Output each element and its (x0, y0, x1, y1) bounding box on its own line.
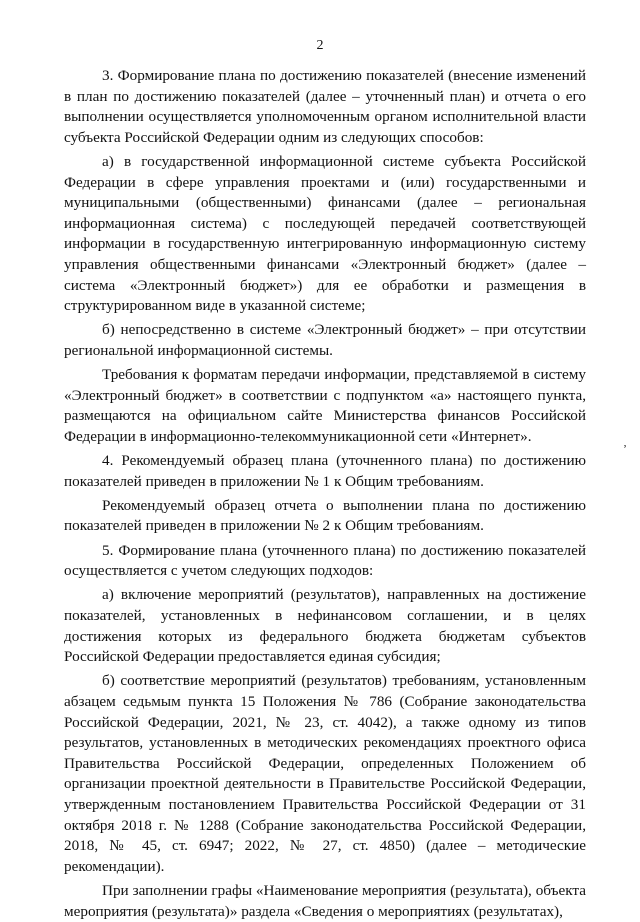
paragraph-3b: б) непосредственно в системе «Электронный бюджет» – при отсутствии региональной информационной системы. (64, 321, 586, 359)
paragraph-3: 3. Формирование плана по достижению показателей (внесение изменений в план по достижению показателей (далее – уточненный план) и отчета о его выполнении осуществляется уполномоченным органом исполнительной власти субъекта Российской Федерации одним из следующих способов: (64, 67, 586, 146)
margin-mark: ‚ (623, 435, 627, 449)
paragraph-3a: а) в государственной информационной системе субъекта Российской Федерации в сфере управления проектами и (или) государственными и муниципальными (общественными) финансами (далее – региональная информационная система) с последующей передачей соответствующей информации в государственную интегрированную информационную систему управления общественными финансами «Электронный бюджет» (далее – система «Электронный бюджет») для ее обработки и размещения в структурированном виде в указанной системе; (64, 152, 586, 315)
paragraph-4: 4. Рекомендуемый образец плана (уточненного плана) по достижению показателей приведен в приложении № 1 к Общим требованиям. (64, 452, 586, 490)
document-body (64, 66, 586, 922)
paragraph-5: 5. Формирование плана (уточненного плана) по достижению показателей осуществляется с учетом следующих подходов: (64, 541, 586, 580)
paragraph-filling-column: При заполнении графы «Наименование мероприятия (результата), объекта мероприятия (результата)» раздела «Сведения о мероприятиях (результатах), (64, 881, 586, 920)
paragraph-report-sample: Рекомендуемый образец отчета о выполнении плана по достижению показателей приведен в приложении № 2 к Общим требованиям. (64, 496, 586, 535)
paragraph-format-requirements: Требования к форматам передачи информации, представляемой в систему «Электронный бюджет» в соответствии с подпунктом «а» настоящего пункта, размещаются на официальном сайте Министерства финансов Российской Федерации в информационно-телекоммуникационной сети «Интернет». (64, 366, 586, 445)
page-number: 2 (316, 38, 324, 53)
paragraph-5a: а) включение мероприятий (результатов), направленных на достижение показателей, установленных в нефинансовом соглашении, и в целях достижения которых из федерального бюджета бюджетам субъектов Российской Федерации предоставляется единая субсидия; (64, 586, 586, 666)
paragraph-5b: б) соответствие мероприятий (результатов) требованиям, установленным абзацем седьмым пункта 15 Положения № 786 (Собрание законодательства Российской Федерации, 2021, № 23, ст. 4042), а также одному из типов результатов, установленных в методических рекомендациях проектного офиса Правительства Российской Федерации, определенных Положением об организации проектной деятельности в Правительстве Российской Федерации, утвержденным постановлением Правительства Российской Федерации от 31 октября 2018 г. № 1288 (Собрание законодательства Российской Федерации, 2018, № 45, ст. 6947; 2022, № 27, ст. 4850) (далее – методические рекомендации). (64, 672, 586, 875)
